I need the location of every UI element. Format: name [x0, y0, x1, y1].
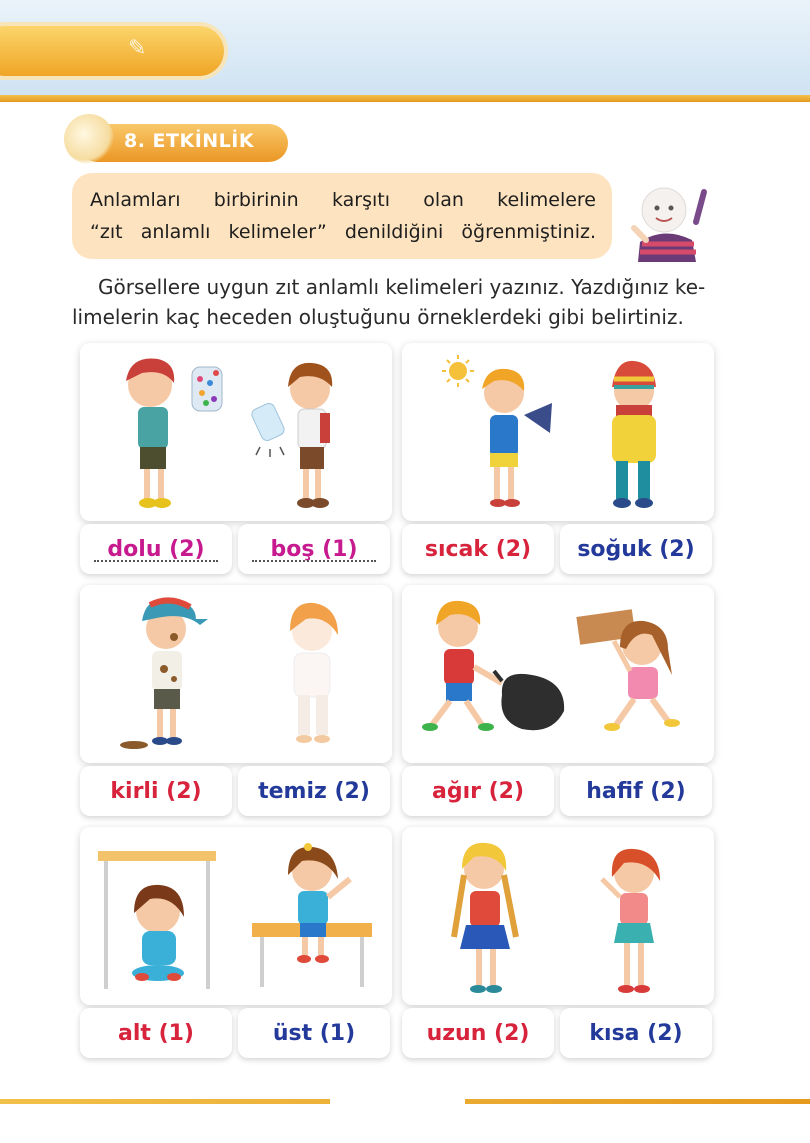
picture-panel-dirty-clean: [80, 585, 392, 763]
tall-short-illustration: [402, 827, 714, 1005]
answer-word: boş (1): [270, 536, 358, 562]
dirty-clean-illustration: [80, 585, 392, 763]
flower-icon: [64, 114, 114, 164]
instruction-line: Görsellere uygun zıt anlamlı kelimeleri yazınız. Yazdığınız ke-: [98, 275, 706, 299]
heavy-light-illustration: [402, 585, 714, 763]
header-divider: [0, 95, 810, 102]
answer-word: temiz (2): [258, 778, 370, 804]
answer-word: üst (1): [272, 1020, 356, 1046]
instruction-line: limelerin kaç heceden oluştuğunu örneklerdeki gibi belirtiniz.: [72, 305, 684, 329]
answer-box-left: [402, 1008, 554, 1058]
picture-panel-under-on: [80, 827, 392, 1005]
answer-word: uzun (2): [426, 1020, 530, 1046]
instruction-text: [72, 272, 722, 332]
note-line: Anlamları birbirinin karşıtı olan kelimelere: [90, 189, 596, 211]
answer-box-right: [560, 766, 712, 816]
answer-box-right: [238, 524, 390, 574]
picture-panel-heavy-light: [402, 585, 714, 763]
pencil-icon: ✎: [128, 36, 147, 61]
answer-dotted-line: [94, 560, 218, 562]
answer-box-left: [402, 524, 554, 574]
picture-panel-tall-short: [402, 827, 714, 1005]
answer-box-left: [80, 524, 232, 574]
answer-box-right: [560, 524, 712, 574]
full-empty-jar-illustration: [80, 343, 392, 521]
answer-box-right: [238, 1008, 390, 1058]
answer-word: sıcak (2): [424, 536, 532, 562]
hot-cold-illustration: [402, 343, 714, 521]
header-pill: [0, 26, 224, 76]
under-on-illustration: [80, 827, 392, 1005]
answer-box-right: [238, 766, 390, 816]
footer-gap: [330, 1095, 465, 1107]
picture-panel-hot-cold: [402, 343, 714, 521]
info-note-text: [90, 184, 596, 248]
answer-box-right: [560, 1008, 712, 1058]
answer-dotted-line: [252, 560, 376, 562]
answer-word: dolu (2): [107, 536, 205, 562]
answer-word: alt (1): [118, 1020, 194, 1046]
activity-title: 8. ETKİNLİK: [124, 130, 255, 152]
kid-mascot-icon: [626, 182, 712, 262]
answer-box-left: [80, 1008, 232, 1058]
answer-word: hafif (2): [586, 778, 686, 804]
answer-word: kirli (2): [110, 778, 202, 804]
picture-panel-full-empty: [80, 343, 392, 521]
answer-word: soğuk (2): [577, 536, 695, 562]
answer-word: kısa (2): [589, 1020, 683, 1046]
note-line: “zıt anlamlı kelimeler” denildiğini öğrenmiştiniz.: [90, 221, 596, 243]
answer-box-left: [80, 766, 232, 816]
answer-box-left: [402, 766, 554, 816]
answer-word: ağır (2): [431, 778, 525, 804]
